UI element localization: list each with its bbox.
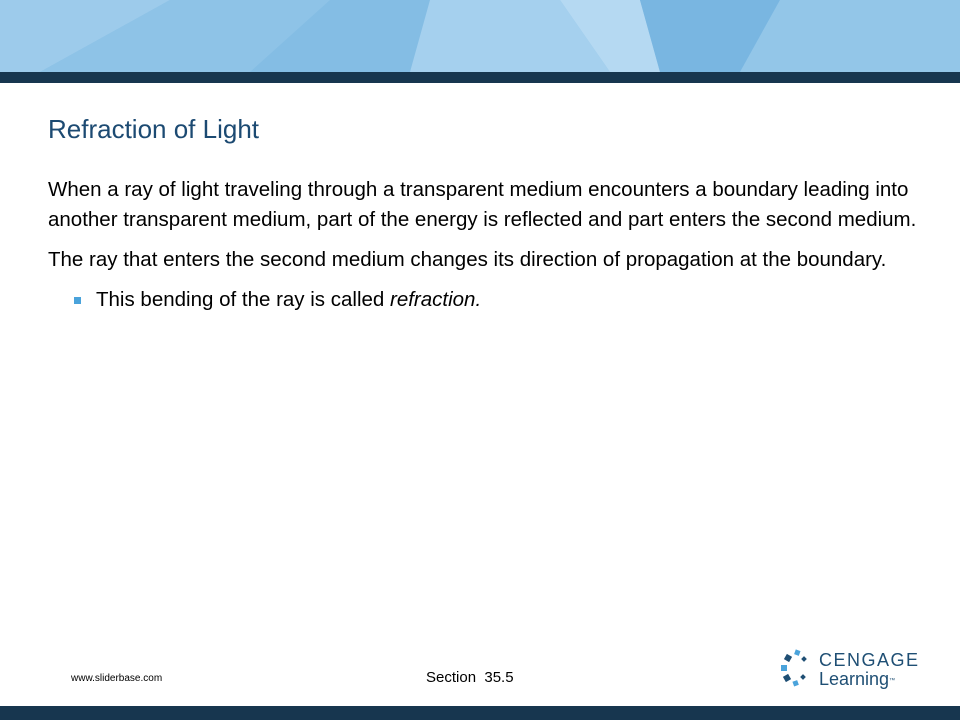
logo-line-2-wrap bbox=[819, 669, 895, 690]
header-rule bbox=[0, 72, 960, 83]
header-pattern bbox=[0, 0, 960, 72]
footer-section: Section 35.5 bbox=[426, 669, 514, 686]
footer-rule bbox=[0, 706, 960, 720]
logo-line-2: Learning bbox=[819, 669, 890, 689]
paragraph-1: When a ray of light traveling through a transparent medium encounters a boundary leading into another transparent medium, part of the energy is reflected and part enters the second medium. bbox=[48, 178, 917, 231]
square-bullet-icon bbox=[74, 297, 81, 304]
cengage-mark-icon bbox=[780, 648, 816, 692]
logo-line-1: CENGAGE bbox=[819, 650, 920, 670]
footer-url: www.sliderbase.com bbox=[71, 673, 163, 684]
paragraph-2: The ray that enters the second medium changes its direction of propagation at the boundary. bbox=[48, 248, 887, 271]
slide-body bbox=[48, 175, 928, 315]
bullet-emphasis: refraction. bbox=[390, 288, 482, 311]
bullet-text: This bending of the ray is called bbox=[96, 288, 390, 311]
slide-title: Refraction of Light bbox=[48, 114, 260, 144]
trademark-mark: ™ bbox=[889, 678, 896, 684]
cengage-logo bbox=[780, 648, 940, 692]
bullet-item bbox=[74, 285, 928, 315]
header-band bbox=[0, 0, 960, 72]
